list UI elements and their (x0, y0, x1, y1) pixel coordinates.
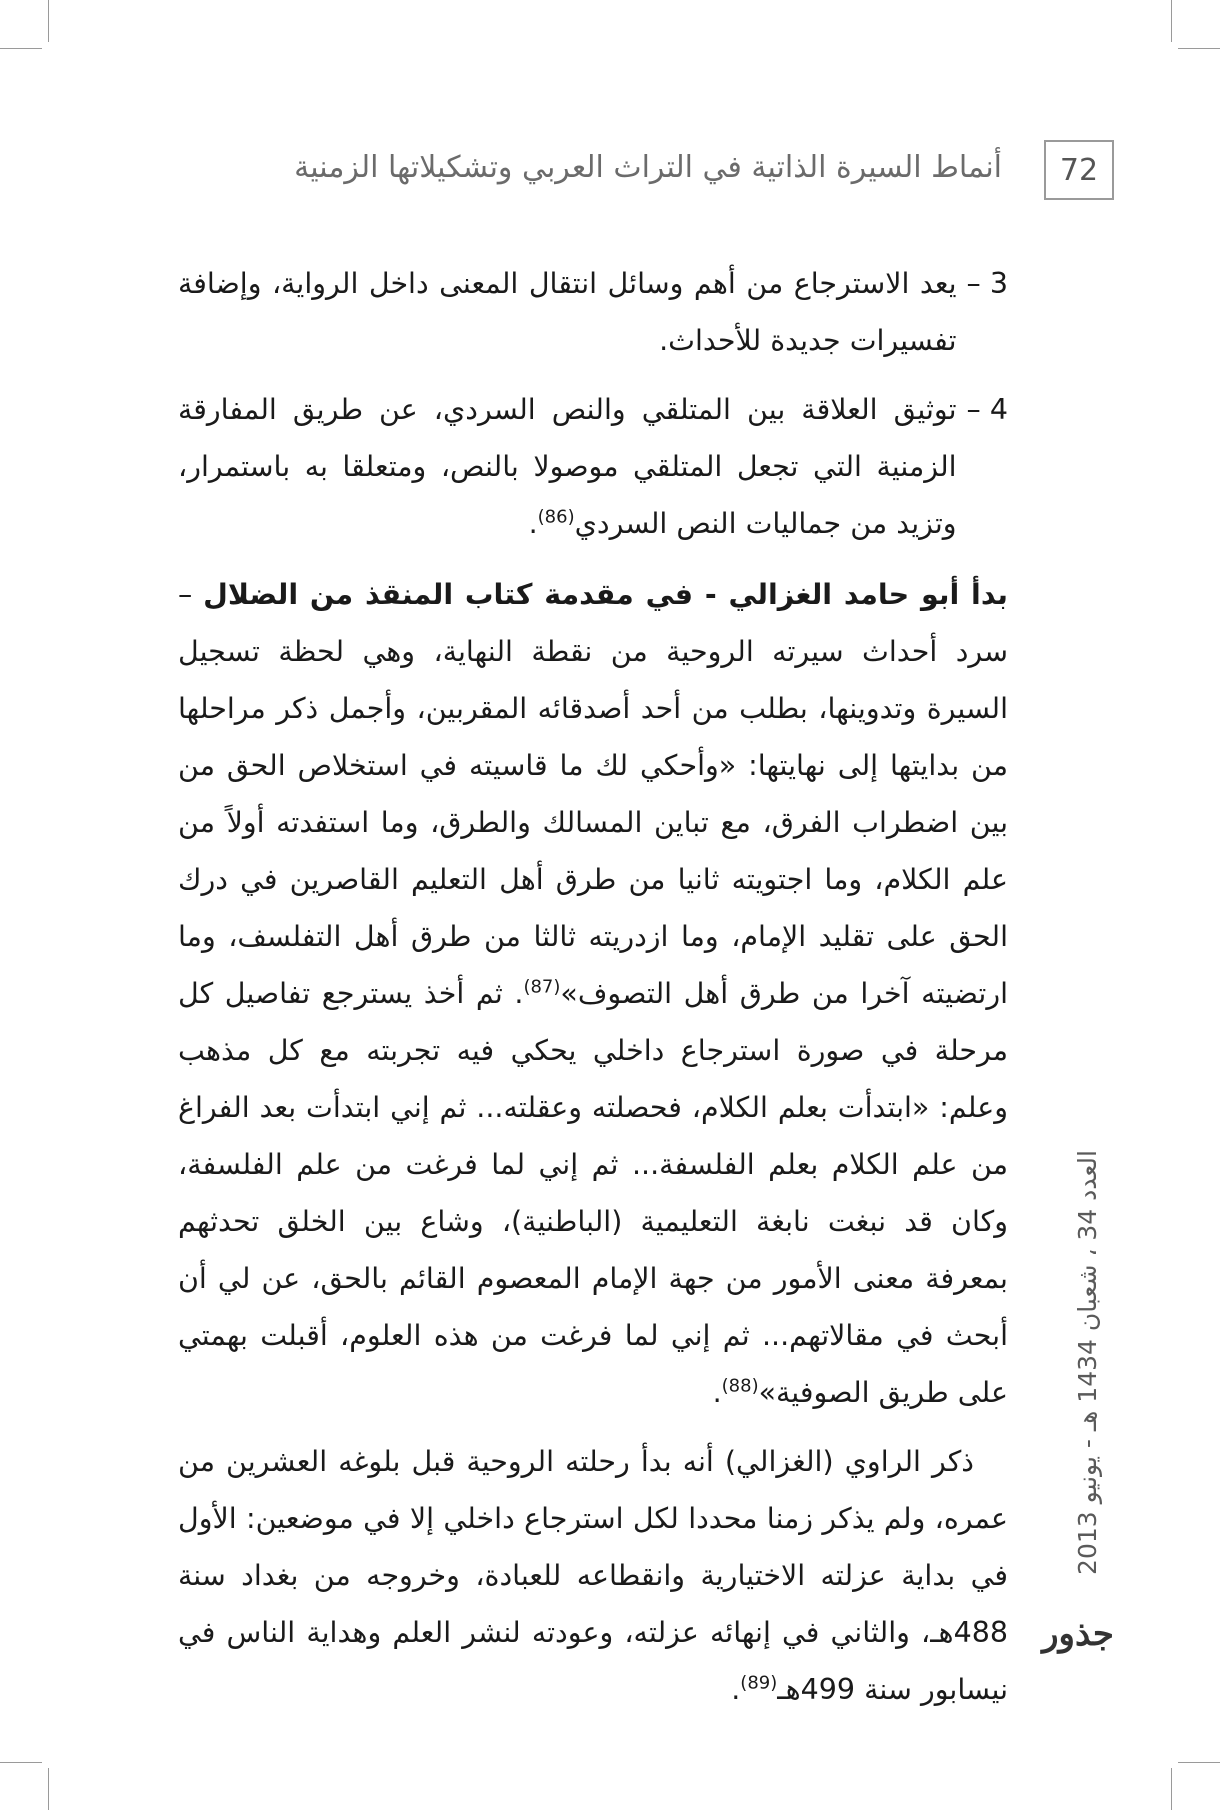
crop-mark (1178, 48, 1220, 49)
list-item-text: يعد الاسترجاع من أهم وسائل انتقال المعنى داخل الرواية، وإضافة تفسيرات جديدة للأحداث. (178, 267, 957, 357)
crop-mark (1171, 1768, 1172, 1810)
crop-mark (48, 1768, 49, 1810)
list-item-number: 4 – (966, 393, 1008, 426)
punctuation: . (731, 1673, 741, 1706)
list-item-body: توثيق العلاقة بين المتلقي والنص السردي، عن طريق المفارقة الزمنية التي تجعل المتلقي موصولا بالنص، ومتعلقا به باستمرار، وتزيد من جماليات النص السردي (178, 393, 957, 540)
paragraph-narrator (178, 1433, 1008, 1718)
crop-mark (48, 0, 49, 42)
punctuation: . (712, 1376, 722, 1409)
paragraph-text: ذكر الراوي (الغزالي) أنه بدأ رحلته الروحية قبل بلوغه العشرين من عمره، ولم يذكر زمنا محددا لكل استرجاع داخلي إلا في موضعين: الأول في بداية عزلته الاختيارية وانقطاعه للعبادة، وخروجه من بغداد سنة 488هـ، والثاني في إنهائه عزلته، وعودته لنشر العلم وهداية الناس في نيسابور سنة 499هـ (178, 1445, 1008, 1706)
paragraph-text: – سرد أحداث سيرته الروحية من نقطة النهاية، وهي لحظة تسجيل السيرة وتدوينها، بطلب من أحد أصدقائه المقربين، وأجمل ذكر مراحلها من بدايتها إلى نهايتها: «وأحكي لك ما قاسيته في استخلاص الحق من بين اضطراب الفرق، مع تباين المسالك والطرق، وما استفدته أولاً من علم الكلام، وما اجتويته ثانيا من طرق أهل التعليم القاصرين في درك الحق على تقليد الإمام، وما ازدريته ثالثا من طرق أهل التفلسف، وما ارتضيته آخرا من طرق أهل التصوف» (178, 578, 1008, 1010)
list-item-number: 3 – (966, 267, 1008, 300)
page-number: 72 (1044, 140, 1114, 200)
crop-mark (1178, 1762, 1220, 1763)
journal-logo: جذور (1042, 1614, 1114, 1654)
crop-mark (0, 1762, 42, 1763)
paragraph-ghazali (178, 566, 1008, 1421)
issue-info: العدد 34 ، شعبان 1434 هـ - يونيو 2013 (1073, 1150, 1102, 1575)
paragraph-text: . ثم أخذ يسترجع تفاصيل كل مرحلة في صورة استرجاع داخلي يحكي فيه تجربته مع كل مذهب وعلم: «ابتدأت بعلم الكلام، فحصلته وعقلته... ثم إني ابتدأت بعد الفراغ من علم الكلام بعلم الفلسفة... ثم إني لما فرغت من علم الفلسفة، وكان قد نبغت نابغة التعليمية (الباطنية)، وشاع بين الخلق تحدثهم بمعرفة معنى الأمور من جهة الإمام المعصوم القائم بالحق، عن لي أن أبحث في مقالاتهم... ثم إني لما فرغت من هذه العلوم، أقبلت بهمتي على طريق الصوفية» (178, 977, 1008, 1409)
punctuation: . (528, 507, 538, 540)
footnote-ref-88[interactable]: (88) (721, 1375, 759, 1397)
article-body (178, 255, 1008, 1730)
bold-lead: بدأ أبو حامد الغزالي - في مقدمة كتاب المنقذ من الضلال (203, 578, 1008, 611)
crop-mark (0, 48, 42, 49)
crop-mark (1171, 0, 1172, 42)
list-item (178, 381, 1008, 552)
footnote-ref-86[interactable]: (86) (537, 506, 575, 528)
running-header-title: أنماط السيرة الذاتية في التراث العربي وتشكيلاتها الزمنية (294, 150, 1002, 185)
list-item (178, 255, 1008, 369)
list-item-text (178, 381, 957, 552)
footnote-ref-89[interactable]: (89) (740, 1672, 778, 1694)
footnote-ref-87[interactable]: (87) (523, 976, 561, 998)
